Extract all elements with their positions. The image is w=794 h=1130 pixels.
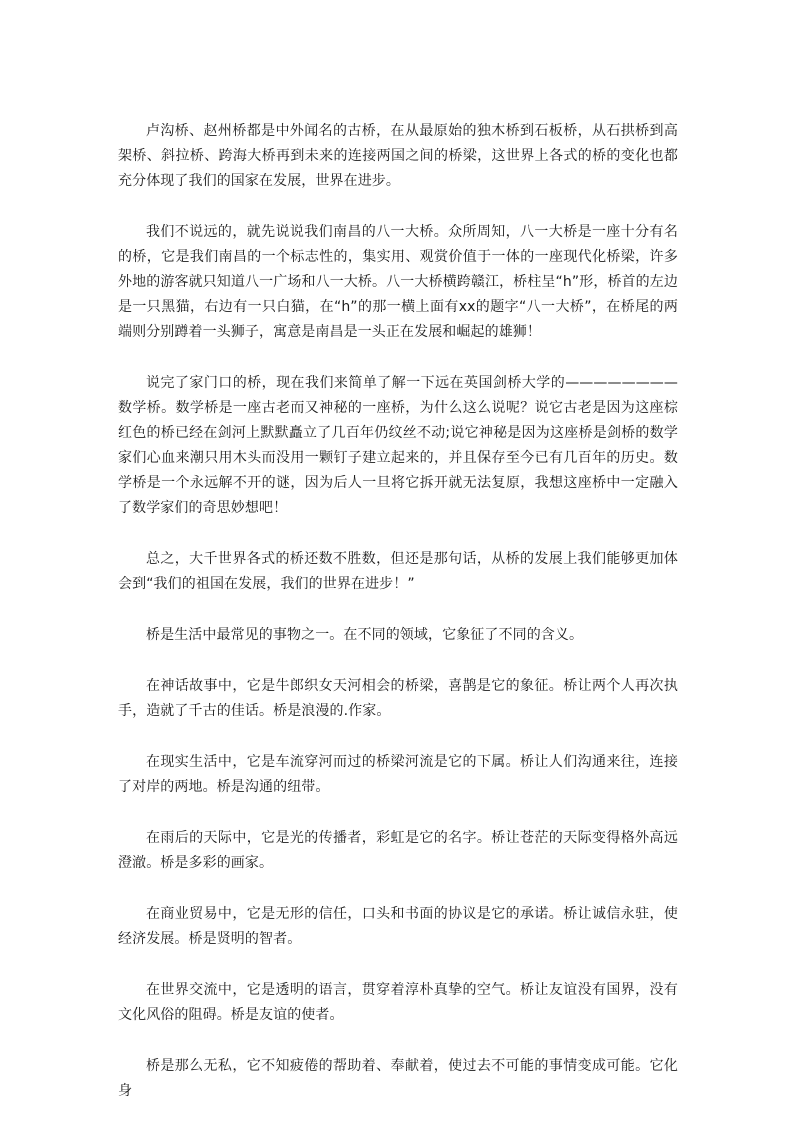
paragraph-lugou-zhaozhou-bridges: 卢沟桥、赵州桥都是中外闻名的古桥，在从最原始的独木桥到石板桥，从石拱桥到高架桥、斜拉桥、跨海大桥再到未来的连接两国之间的桥梁，这世界上各式的桥的变化也都充分体现了我们的国家在发展，世界在进步。 bbox=[118, 123, 678, 189]
paragraph-mathematical-bridge: 说完了家门口的桥，现在我们来简单了解一下远在英国剑桥大学的————————数学桥。数学桥是一座古老而又神秘的一座桥，为什么这么说呢？说它古老是因为这座棕红色的桥已经在剑河上默默矗立了几百年仍纹丝不动;说它神秘是因为这座桥是剑桥的数学家们心血来潮只用木头而没用一颗钉子建立起来的，并且保存至今已有几百年的历史。数学桥是一个永远解不开的谜，因为后人一旦将它拆开就无法复原，我想这座桥中一定融入了数学家们的奇思妙想吧！ bbox=[118, 375, 678, 516]
paragraph-rainbow: 在雨后的天际中，它是光的传播者，彩虹是它的名字。桥让苍茫的天际变得格外高远澄澈。桥是多彩的画家。 bbox=[118, 830, 678, 871]
paragraph-mythology: 在神话故事中，它是牛郎织女天河相会的桥梁，喜鹊是它的象征。桥让两个人再次执手，造就了千古的佳话。桥是浪漫的.作家。 bbox=[118, 678, 678, 719]
paragraph-world-exchange: 在世界交流中，它是透明的语言，贯穿着淳朴真挚的空气。桥让友谊没有国界，没有文化风俗的阻碍。桥是友谊的使者。 bbox=[118, 982, 678, 1023]
document-body bbox=[118, 119, 678, 1130]
paragraph-selfless: 桥是那么无私，它不知疲倦的帮助着、奉献着，使过去不可能的事情变成可能。它化身 bbox=[118, 1058, 678, 1099]
paragraph-bridge-intro: 桥是生活中最常见的事物之一。在不同的领域，它象征了不同的含义。 bbox=[146, 627, 584, 643]
paragraph-real-life: 在现实生活中，它是车流穿河而过的桥梁河流是它的下属。桥让人们沟通来往，连接了对岸的两地。桥是沟通的纽带。 bbox=[118, 754, 678, 795]
paragraph-bayi-bridge: 我们不说远的，就先说说我们南昌的八一大桥。众所周知，八一大桥是一座十分有名的桥，它是我们南昌的一个标志性的，集实用、观赏价值于一体的一座现代化桥梁，许多外地的游客就只知道八一广场和八一大桥。八一大桥横跨赣江，桥柱呈“h”形，桥首的左边是一只黑猫，右边有一只白猫，在“h”的那一横上面有xx的题字“八一大桥”，在桥尾的两端则分别蹲着一头狮子，寓意是南昌是一头正在发展和崛起的雄狮！ bbox=[118, 224, 678, 340]
paragraph-conclusion: 总之，大千世界各式的桥还数不胜数，但还是那句话，从桥的发展上我们能够更加体会到“我们的祖国在发展，我们的世界在进步！” bbox=[118, 551, 678, 592]
paragraph-commerce: 在商业贸易中，它是无形的信任，口头和书面的协议是它的承诺。桥让诚信永驻，使经济发展。桥是贤明的智者。 bbox=[118, 906, 678, 947]
